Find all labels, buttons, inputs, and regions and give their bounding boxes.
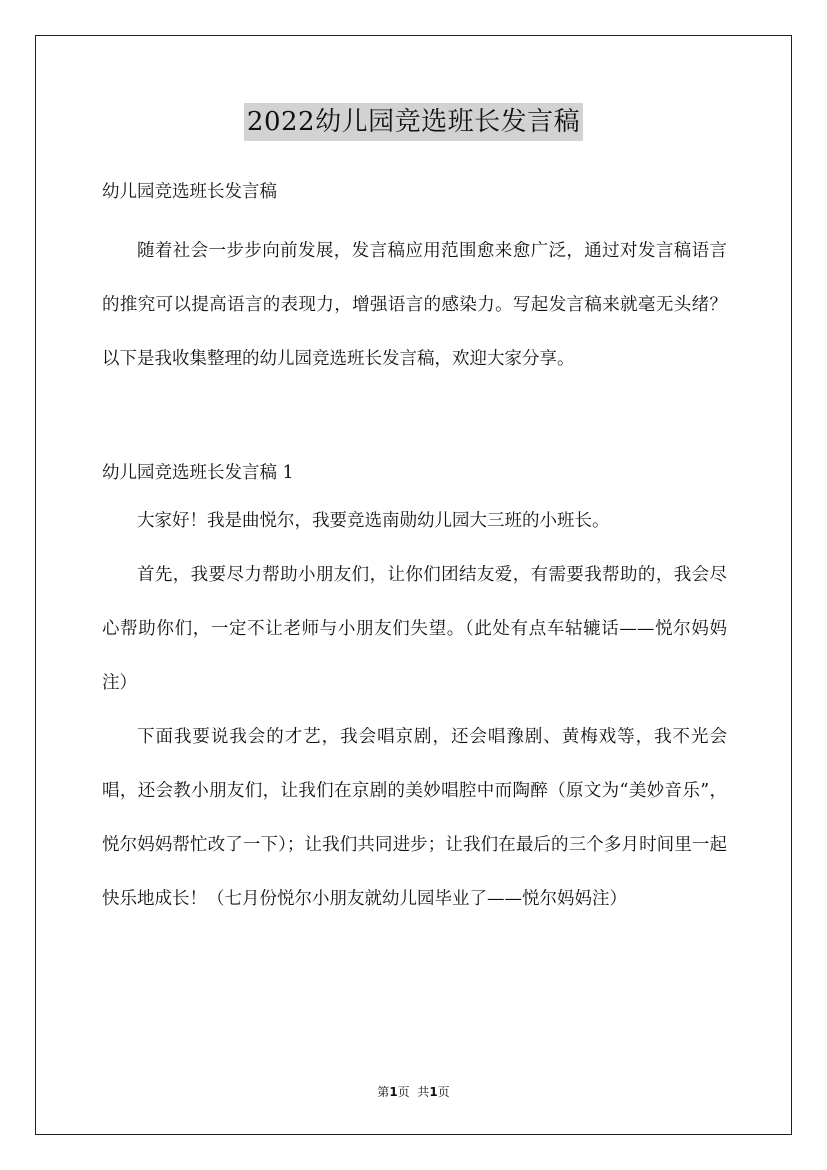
intro-paragraph: 随着社会一步步向前发展，发言稿应用范围愈来愈广泛，通过对发言稿语言的推究可以提高语言的表现力，增强语言的感染力。写起发言稿来就毫无头绪？以下是我收集整理的幼儿园竞选班长发言稿，欢迎大家分享。 [102, 241, 727, 369]
body-paragraph-2: 首先，我要尽力帮助小朋友们，让你们团结友爱，有需要我帮助的，我会尽心帮助你们，一定不让老师与小朋友们失望。（此处有点车轱辘话——悦尔妈妈注） [102, 565, 727, 693]
section-gap [102, 386, 727, 442]
title-container [0, 103, 827, 141]
body-paragraph-1: 大家好！我是曲悦尔，我要竞选南勋幼儿园大三班的小班长。 [137, 511, 610, 531]
footer-page-suffix: 页 [437, 1085, 450, 1099]
intro-heading: 幼儿园竞选班长发言稿 [102, 182, 277, 202]
page-footer [0, 1083, 827, 1100]
footer-page-mid: 页 共 [397, 1085, 430, 1099]
footer-page-prefix: 第 [377, 1085, 390, 1099]
footer-page-current: 1 [389, 1085, 398, 1099]
footer-page-total: 1 [429, 1085, 438, 1099]
body-paragraph-3: 下面我要说我会的才艺，我会唱京剧，还会唱豫剧、黄梅戏等，我不光会唱，还会教小朋友们，让我们在京剧的美妙唱腔中而陶醉（原文为“美妙音乐”，悦尔妈妈帮忙改了一下）；让我们共同进步；让我们在最后的三个多月时间里一起快乐地成长！（七月份悦尔小朋友就幼儿园毕业了——悦尔妈妈注） [102, 727, 727, 909]
document-body [102, 176, 727, 926]
document-title: 2022幼儿园竞选班长发言稿 [244, 103, 583, 141]
section-heading: 幼儿园竞选班长发言稿 1 [102, 463, 294, 483]
